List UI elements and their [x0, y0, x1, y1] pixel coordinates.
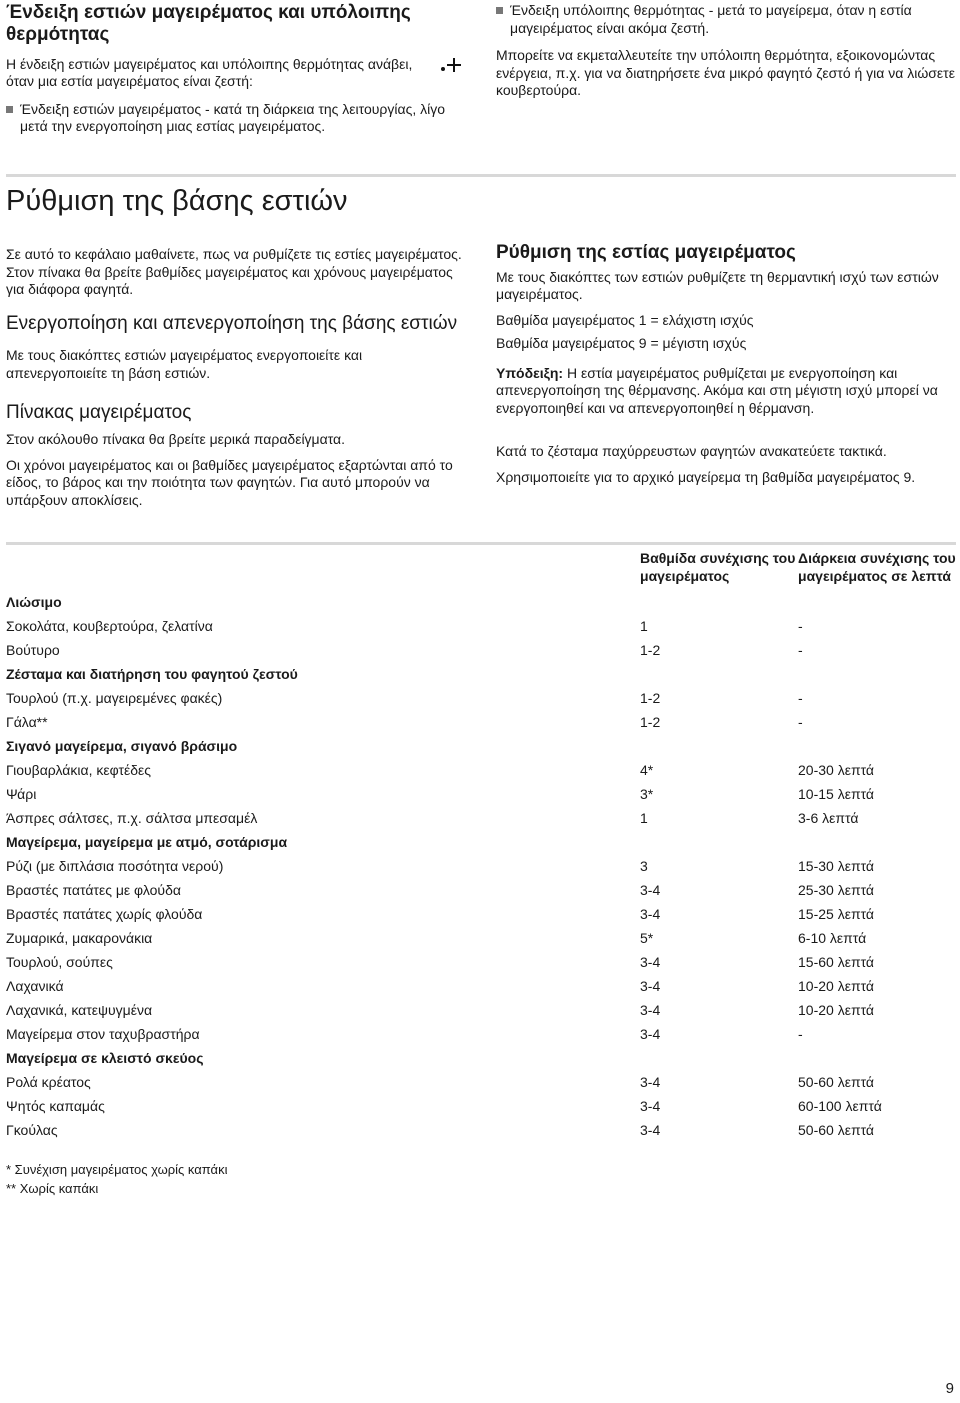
duration-cell: -	[798, 714, 803, 731]
heat-indicator-intro: Η ένδειξη εστιών μαγειρέματος και υπόλοιπης θερμότητας ανάβει, όταν μια εστία μαγειρέματος είναι ζεστή:	[6, 56, 461, 91]
food-cell: Ρύζι (με διπλάσια ποσότητα νερού)	[6, 858, 224, 875]
duration-cell: 50-60 λεπτά	[798, 1074, 875, 1091]
cooking-indicator-bullet: Ένδειξη εστιών μαγειρέματος - κατά τη διάρκεια της λειτουργίας, λίγο μετά την ενεργοποίηση μιας εστίας μαγειρέματος.	[6, 101, 461, 136]
footnote-double-star: ** Χωρίς καπάκι	[6, 1181, 99, 1197]
section-title: Ρύθμιση της βάσης εστιών	[6, 185, 348, 217]
table-row	[6, 783, 960, 807]
level-cell: 3-4	[640, 1074, 661, 1091]
food-cell: Άσπρες σάλτσες, π.χ. σάλτσα μπεσαμέλ	[6, 810, 258, 827]
table-header-duration: Διάρκεια συνέχισης του μαγειρέματος σε λεπτά	[798, 550, 956, 584]
food-cell: Τουρλού (π.χ. μαγειρεμένες φακές)	[6, 690, 223, 707]
level-cell: 1	[640, 618, 648, 635]
table-row	[6, 807, 960, 831]
food-cell: Ζυμαρικά, μακαρονάκια	[6, 930, 153, 947]
stir-paragraph: Κατά το ζέσταμα παχύρρευστων φαγητών ανακατεύετε τακτικά.	[496, 443, 887, 460]
food-cell: Μαγείρεμα στον ταχυβραστήρα	[6, 1026, 200, 1043]
duration-cell	[798, 831, 960, 855]
level-cell: 1-2	[640, 642, 661, 659]
table-header-empty	[6, 550, 640, 591]
level-cell: 3-4	[640, 978, 661, 995]
residual-heat-paragraph: Μπορείτε να εκμεταλλευτείτε την υπόλοιπη θερμότητα, εξοικονομώντας ενέργεια, π.χ. για να διατηρήσετε ένα μικρό φαγητό ζεστό ή για να λιώσετε κουβερτούρα.	[496, 47, 955, 98]
cooking-table	[6, 550, 960, 1143]
food-cell: Σοκολάτα, κουβερτούρα, ζελατίνα	[6, 618, 213, 635]
cooking-table-note: Οι χρόνοι μαγειρέματος και οι βαθμίδες μαγειρέματος εξαρτώνται από το είδος, το βάρος και την ποιότητα των φαγητών. Για αυτό μπορούν να υπάρξουν αποκλίσεις.	[6, 456, 453, 508]
table-row	[6, 927, 960, 951]
level-cell: 1-2	[640, 690, 661, 707]
table-category-row	[6, 1047, 960, 1071]
duration-cell: 20-30 λεπτά	[798, 762, 875, 779]
table-category-row	[6, 735, 960, 759]
duration-cell: 15-30 λεπτά	[798, 858, 875, 875]
max-power-text: Βαθμίδα μαγειρέματος 9 = μέγιστη ισχύς	[496, 335, 747, 352]
duration-cell: 15-25 λεπτά	[798, 906, 875, 923]
table-row	[6, 951, 960, 975]
table-row	[6, 1119, 960, 1143]
duration-cell: 10-20 λεπτά	[798, 1002, 875, 1019]
footnote-star: * Συνέχιση μαγειρέματος χωρίς καπάκι	[6, 1162, 228, 1177]
section-divider	[6, 174, 956, 177]
table-header-level: Βαθμίδα συνέχισης του μαγειρέματος	[640, 550, 796, 584]
duration-cell	[798, 1047, 960, 1071]
level-cell: 3	[640, 858, 648, 875]
duration-cell: 60-100 λεπτά	[798, 1098, 882, 1115]
food-cell: Βραστές πατάτες με φλούδα	[6, 882, 181, 899]
level-cell: 3-4	[640, 1098, 661, 1115]
duration-cell: 15-60 λεπτά	[798, 954, 875, 971]
cooking-table-heading: Πίνακας μαγειρέματος	[6, 402, 192, 424]
footnotes	[6, 1162, 227, 1198]
min-power-text: Βαθμίδα μαγειρέματος 1 = ελάχιστη ισχύς	[496, 311, 754, 328]
table-header-row	[6, 550, 960, 591]
table-row	[6, 1071, 960, 1095]
table-row	[6, 999, 960, 1023]
table-category-row	[6, 831, 960, 855]
table-divider	[6, 542, 956, 545]
food-cell: Βραστές πατάτες χωρίς φλούδα	[6, 906, 203, 923]
level-cell: 1	[640, 810, 648, 827]
level-cell	[640, 663, 798, 687]
heat-indicator-block	[6, 2, 461, 136]
level-cell: 3-4	[640, 1026, 661, 1043]
level-cell: 4*	[640, 762, 654, 779]
food-cell: Μαγείρεμα, μαγείρεμα με ατμό, σοτάρισμα	[6, 834, 288, 851]
level-cell	[640, 831, 798, 855]
level-cell: 3-4	[640, 1002, 661, 1019]
level-cell	[640, 735, 798, 759]
table-category-row	[6, 663, 960, 687]
duration-cell: 25-30 λεπτά	[798, 882, 875, 899]
hint-text: Η εστία μαγειρέματος ρυθμίζεται με ενεργοποίηση και απενεργοποίηση της θέρμανσης. Ακόμα και στη μέγιστη ισχύ μπορεί να ενεργοποιηθεί και να απενεργοποιηθεί η θέρμανση.	[496, 364, 938, 416]
use-level9-paragraph: Χρησιμοποιείτε για το αρχικό μαγείρεμα τη βαθμίδα μαγειρέματος 9.	[496, 468, 916, 485]
table-row	[6, 855, 960, 879]
food-cell: Λαχανικά	[6, 978, 64, 995]
level-cell: 3-4	[640, 882, 661, 899]
food-cell: Βούτυρο	[6, 642, 60, 659]
onoff-heading: Ενεργοποίηση και απενεργοποίηση της βάσης εστιών	[6, 312, 458, 334]
food-cell: Σιγανό μαγείρεμα, σιγανό βράσιμο	[6, 738, 238, 755]
duration-cell: 50-60 λεπτά	[798, 1122, 875, 1139]
duration-cell	[798, 591, 960, 615]
level-cell: 5*	[640, 930, 654, 947]
hint-label: Υπόδειξη:	[496, 364, 564, 381]
level-cell: 3-4	[640, 1122, 661, 1139]
page-number: 9	[945, 1380, 954, 1397]
left-column	[6, 246, 466, 509]
table-row	[6, 711, 960, 735]
table-row	[6, 687, 960, 711]
residual-heat-block	[496, 2, 956, 100]
duration-cell	[798, 663, 960, 687]
table-body	[6, 591, 960, 1143]
food-cell: Γκούλας	[6, 1122, 58, 1139]
food-cell: Ζέσταμα και διατήρηση του φαγητού ζεστού	[6, 666, 298, 683]
duration-cell: -	[798, 690, 803, 707]
hint-paragraph	[496, 365, 956, 418]
level-cell: 3*	[640, 786, 654, 803]
level-cell: 3-4	[640, 954, 661, 971]
food-cell: Τουρλού, σούπες	[6, 954, 113, 971]
food-cell: Λαχανικά, κατεψυγμένα	[6, 1002, 153, 1019]
table-category-row	[6, 591, 960, 615]
food-cell: Μαγείρεμα σε κλειστό σκεύος	[6, 1050, 204, 1067]
table-row	[6, 879, 960, 903]
cooking-table-intro: Στον ακόλουθο πίνακα θα βρείτε μερικά παραδείγματα.	[6, 431, 346, 448]
food-cell: Γιουβαρλάκια, κεφτέδες	[6, 762, 152, 779]
food-cell: Γάλα**	[6, 714, 48, 731]
table-row	[6, 975, 960, 999]
heat-indicator-title: Ένδειξη εστιών μαγειρέματος και υπόλοιπης θερμότητας	[6, 2, 411, 45]
duration-cell: -	[798, 642, 803, 659]
duration-cell: 10-20 λεπτά	[798, 978, 875, 995]
duration-cell: -	[798, 1026, 803, 1043]
table-row	[6, 1023, 960, 1047]
table-row	[6, 903, 960, 927]
table-row	[6, 639, 960, 663]
level-cell: 3-4	[640, 906, 661, 923]
residual-heat-icon	[447, 58, 461, 72]
food-cell: Ψάρι	[6, 786, 37, 803]
table-row	[6, 1095, 960, 1119]
duration-cell: 10-15 λεπτά	[798, 786, 875, 803]
table-row	[6, 759, 960, 783]
residual-heat-bullet: Ένδειξη υπόλοιπης θερμότητας - μετά το μαγείρεμα, όταν η εστία μαγειρέματος είναι ακόμα ζεστή.	[496, 2, 956, 37]
duration-cell	[798, 735, 960, 759]
chapter-intro: Σε αυτό το κεφάλαιο μαθαίνετε, πως να ρυθμίζετε τις εστίες μαγειρέματος. Στον πίνακα θα βρείτε βαθμίδες μαγειρέματος και χρόνους μαγειρέματος για διάφορα φαγητά.	[6, 246, 462, 297]
food-cell: Ρολά κρέατος	[6, 1074, 91, 1091]
food-cell: Λιώσιμο	[6, 594, 62, 611]
table-row	[6, 615, 960, 639]
level-cell	[640, 1047, 798, 1071]
duration-cell: 6-10 λεπτά	[798, 930, 867, 947]
level-cell: 1-2	[640, 714, 661, 731]
right-column	[496, 242, 956, 486]
duration-cell: 3-6 λεπτά	[798, 810, 859, 827]
onoff-paragraph: Με τους διακόπτες εστιών μαγειρέματος ενεργοποιείτε και απενεργοποιείτε τη βάση εστιών.	[6, 347, 363, 381]
duration-cell: -	[798, 618, 803, 635]
set-cooking-zone-paragraph: Με τους διακόπτες των εστιών ρυθμίζετε τη θερμαντική ισχύ των εστιών μαγειρέματος.	[496, 268, 939, 303]
set-cooking-zone-heading: Ρύθμιση της εστίας μαγειρέματος	[496, 242, 796, 263]
food-cell: Ψητός καπαμάς	[6, 1098, 105, 1115]
level-cell	[640, 591, 798, 615]
